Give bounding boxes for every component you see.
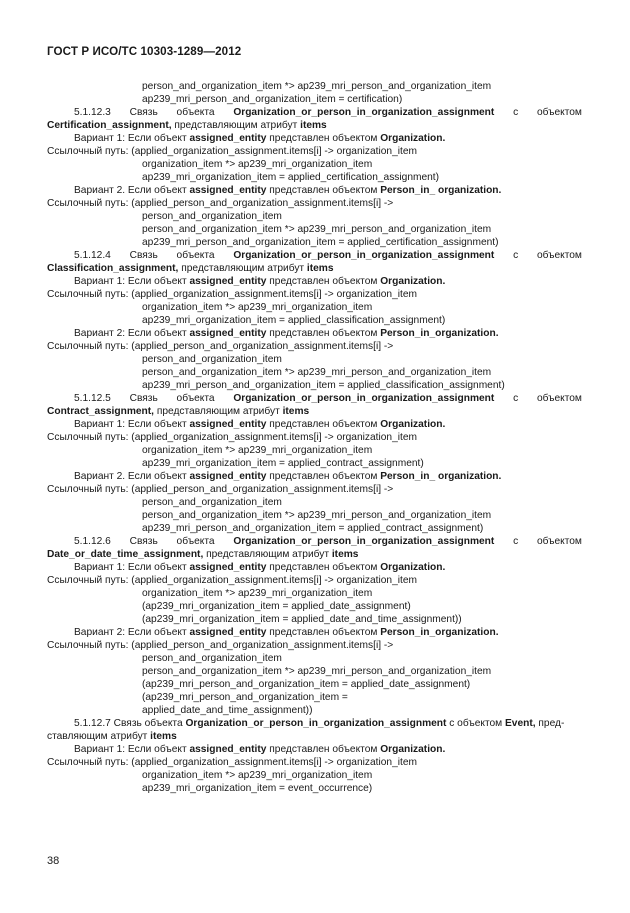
text-line [47, 730, 177, 743]
text-line [47, 548, 358, 561]
text-run: представляющим атрибут [203, 549, 332, 560]
text-run: объекта [176, 107, 215, 118]
text-run: представляющим атрибут [178, 263, 307, 274]
text-line [142, 782, 372, 795]
bold-term: Organization. [380, 419, 446, 430]
bold-term: Organization. [380, 562, 446, 573]
text-run: (ap239_mri_organization_item = applied_date_assignment) [142, 601, 411, 612]
text-line [74, 327, 499, 340]
text-run: person_and_organization_item *> ap239_mri_person_and_organization_item [142, 224, 492, 235]
text-line [74, 106, 582, 119]
text-run: Связь [129, 250, 158, 261]
text-line [47, 262, 334, 275]
text-run: с объектом [446, 718, 505, 729]
text-run: 5.1.12.5 [74, 393, 111, 404]
text-line [142, 158, 372, 171]
text-run: ap239_mri_person_and_organization_item = certification) [142, 94, 403, 105]
text-run: person_and_organization_item *> ap239_mri_person_and_organization_item [142, 666, 492, 677]
text-run: с [513, 250, 519, 261]
text-run: представлен объектом [266, 133, 381, 144]
text-run: (ap239_mri_organization_item = applied_date_and_time_assignment)) [142, 614, 462, 625]
text-run: ставляющим атрибут [47, 731, 151, 742]
text-line [142, 236, 499, 249]
text-line [142, 600, 411, 613]
text-run: ap239_mri_organization_item = applied_classification_assignment) [142, 315, 446, 326]
bold-term: Person_in_ organization. [380, 185, 502, 196]
text-run: объекта [176, 393, 215, 404]
text-line [142, 379, 505, 392]
text-run: ap239_mri_organization_item = event_occurrence) [142, 783, 373, 794]
bold-term: assigned_entity [189, 627, 267, 638]
text-run: applied_date_and_time_assignment)) [142, 705, 313, 716]
text-run: Связь [129, 107, 158, 118]
text-line [142, 210, 282, 223]
text-run: ap239_mri_organization_item = applied_certification_assignment) [142, 172, 440, 183]
text-run: Вариант 2. Если объект [74, 185, 190, 196]
bold-term: Event, [505, 718, 536, 729]
text-run: Вариант 1: Если объект [74, 276, 190, 287]
text-run: с [513, 107, 519, 118]
bold-term: items [150, 731, 177, 742]
text-run: Вариант 1: Если объект [74, 562, 190, 573]
text-line [142, 522, 483, 535]
text-line [74, 249, 582, 262]
text-line [47, 405, 309, 418]
text-line [74, 418, 445, 431]
text-line [142, 509, 491, 522]
text-run: Ссылочный путь: (applied_organization_assignment.items[i] -> organization_item [47, 289, 417, 300]
text-line [47, 756, 417, 769]
text-run: (ap239_mri_person_and_organization_item = [142, 692, 348, 703]
text-run: person_and_organization_item [142, 354, 282, 365]
text-line [74, 561, 445, 574]
text-run: Вариант 2: Если объект [74, 627, 190, 638]
text-run: person_and_organization_item [142, 653, 282, 664]
text-run: объекта [176, 250, 215, 261]
text-line [47, 483, 393, 496]
text-line [142, 769, 372, 782]
bold-term: Organization. [380, 133, 446, 144]
bold-term: Person_in_organization. [380, 328, 499, 339]
text-run: Вариант 1: Если объект [74, 133, 190, 144]
text-run: представлен объектом [266, 627, 381, 638]
text-run: представлен объектом [266, 562, 381, 573]
text-run: объектом [536, 393, 582, 404]
text-run: (ap239_mri_person_and_organization_item = applied_date_assignment) [142, 679, 471, 690]
text-run: ap239_mri_person_and_organization_item = applied_contract_assignment) [142, 523, 484, 534]
text-run: organization_item *> ap239_mri_organization_item [142, 159, 373, 170]
text-run: Связь [129, 393, 158, 404]
text-line [47, 639, 393, 652]
bold-term: assigned_entity [189, 276, 267, 287]
bold-term: assigned_entity [189, 133, 267, 144]
text-line [74, 470, 501, 483]
bold-term: assigned_entity [189, 744, 267, 755]
bold-term: Organization_or_person_in_organization_assignment [233, 250, 495, 261]
text-run: объектом [536, 250, 582, 261]
text-line [74, 392, 582, 405]
text-run: Ссылочный путь: (applied_organization_assignment.items[i] -> organization_item [47, 146, 417, 157]
text-line [47, 145, 417, 158]
bold-term: items [282, 406, 310, 417]
text-line [74, 743, 445, 756]
text-run: представлен объектом [266, 185, 381, 196]
text-run: person_and_organization_item *> ap239_mri_person_and_organization_item [142, 81, 492, 92]
text-run: 5.1.12.3 [74, 107, 111, 118]
bold-term: Organization_or_person_in_organization_assignment [233, 107, 495, 118]
text-run: Вариант 1: Если объект [74, 744, 190, 755]
text-run: organization_item *> ap239_mri_organization_item [142, 445, 373, 456]
text-line [142, 444, 372, 457]
text-line [142, 223, 491, 236]
text-run: представлен объектом [266, 276, 381, 287]
text-run: объектом [536, 107, 582, 118]
text-line [142, 496, 282, 509]
bold-term: assigned_entity [189, 419, 267, 430]
bold-term: assigned_entity [189, 562, 267, 573]
text-run: представлен объектом [266, 471, 381, 482]
bold-term: assigned_entity [189, 471, 267, 482]
text-line [142, 366, 491, 379]
bold-term: Organization_or_person_in_organization_assignment [185, 718, 447, 729]
document-header: ГОСТ Р ИСО/ТС 10303-1289—2012 [47, 45, 242, 58]
bold-term: Date_or_date_time_assignment, [47, 549, 204, 560]
bold-term: assigned_entity [189, 185, 267, 196]
text-line [142, 314, 445, 327]
text-run: объекта [176, 536, 215, 547]
text-run: Вариант 2. Если объект [74, 471, 190, 482]
text-line [74, 717, 564, 730]
text-run: person_and_organization_item [142, 211, 282, 222]
text-line [47, 431, 417, 444]
bold-term: Organization. [380, 744, 446, 755]
text-run: Связь [129, 536, 158, 547]
text-line [47, 197, 393, 210]
text-run: ap239_mri_person_and_organization_item = applied_classification_assignment) [142, 380, 505, 391]
page-number: 38 [47, 855, 60, 867]
text-line [142, 691, 348, 704]
text-run: organization_item *> ap239_mri_organization_item [142, 302, 373, 313]
bold-term: items [306, 263, 334, 274]
text-run: person_and_organization_item *> ap239_mri_person_and_organization_item [142, 510, 492, 521]
text-run: пред- [535, 718, 565, 729]
text-line [142, 652, 282, 665]
text-run: ap239_mri_person_and_organization_item = applied_certification_assignment) [142, 237, 499, 248]
bold-term: Classification_assignment, [47, 263, 179, 274]
bold-term: Contract_assignment, [47, 406, 154, 417]
text-line [142, 171, 439, 184]
text-line [47, 340, 393, 353]
bold-term: Organization_or_person_in_organization_assignment [233, 536, 495, 547]
bold-term: Certification_assignment, [47, 120, 172, 131]
text-line [47, 119, 327, 132]
bold-term: Organization_or_person_in_organization_assignment [233, 393, 495, 404]
bold-term: Person_in_ organization. [380, 471, 502, 482]
text-line [142, 93, 402, 106]
text-run: Ссылочный путь: (applied_organization_assignment.items[i] -> organization_item [47, 757, 417, 768]
text-line [142, 704, 312, 717]
text-run: Ссылочный путь: (applied_organization_assignment.items[i] -> organization_item [47, 575, 417, 586]
text-run: ap239_mri_organization_item = applied_contract_assignment) [142, 458, 424, 469]
text-run: person_and_organization_item [142, 497, 282, 508]
text-run: представлен объектом [266, 744, 381, 755]
text-run: представляющим атрибут [171, 120, 301, 131]
text-line [74, 535, 582, 548]
bold-term: Organization. [380, 276, 446, 287]
text-run: объектом [536, 536, 582, 547]
text-line [142, 80, 491, 93]
bold-term: items [300, 120, 327, 131]
text-run: Ссылочный путь: (applied_person_and_organization_assignment.items[i] -> [47, 341, 394, 352]
text-line [142, 301, 372, 314]
text-line [142, 353, 282, 366]
text-line [74, 184, 501, 197]
text-line [142, 665, 491, 678]
text-run: Ссылочный путь: (applied_person_and_organization_assignment.items[i] -> [47, 484, 394, 495]
text-line [74, 626, 499, 639]
text-run: с [513, 393, 519, 404]
text-run: Ссылочный путь: (applied_person_and_organization_assignment.items[i] -> [47, 198, 394, 209]
text-line [47, 574, 417, 587]
bold-term: Person_in_organization. [380, 627, 499, 638]
text-run: Вариант 2: Если объект [74, 328, 190, 339]
text-line [74, 132, 445, 145]
text-run: Ссылочный путь: (applied_person_and_organization_assignment.items[i] -> [47, 640, 394, 651]
text-run: organization_item *> ap239_mri_organization_item [142, 770, 373, 781]
bold-term: assigned_entity [189, 328, 267, 339]
text-run: с [513, 536, 519, 547]
text-line [74, 275, 445, 288]
text-run: Ссылочный путь: (applied_organization_assignment.items[i] -> organization_item [47, 432, 417, 443]
bold-term: items [331, 549, 359, 560]
text-line [142, 678, 470, 691]
text-line [142, 457, 424, 470]
text-run: представляющим атрибут [154, 406, 283, 417]
text-line [47, 288, 417, 301]
text-run: 5.1.12.7 Связь объекта [74, 718, 186, 729]
text-run: представлен объектом [266, 328, 381, 339]
text-line [142, 613, 462, 626]
text-line [142, 587, 372, 600]
text-run: представлен объектом [266, 419, 381, 430]
text-run: person_and_organization_item *> ap239_mri_person_and_organization_item [142, 367, 492, 378]
text-run: 5.1.12.6 [74, 536, 111, 547]
text-run: 5.1.12.4 [74, 250, 111, 261]
text-run: organization_item *> ap239_mri_organization_item [142, 588, 373, 599]
text-run: Вариант 1: Если объект [74, 419, 190, 430]
